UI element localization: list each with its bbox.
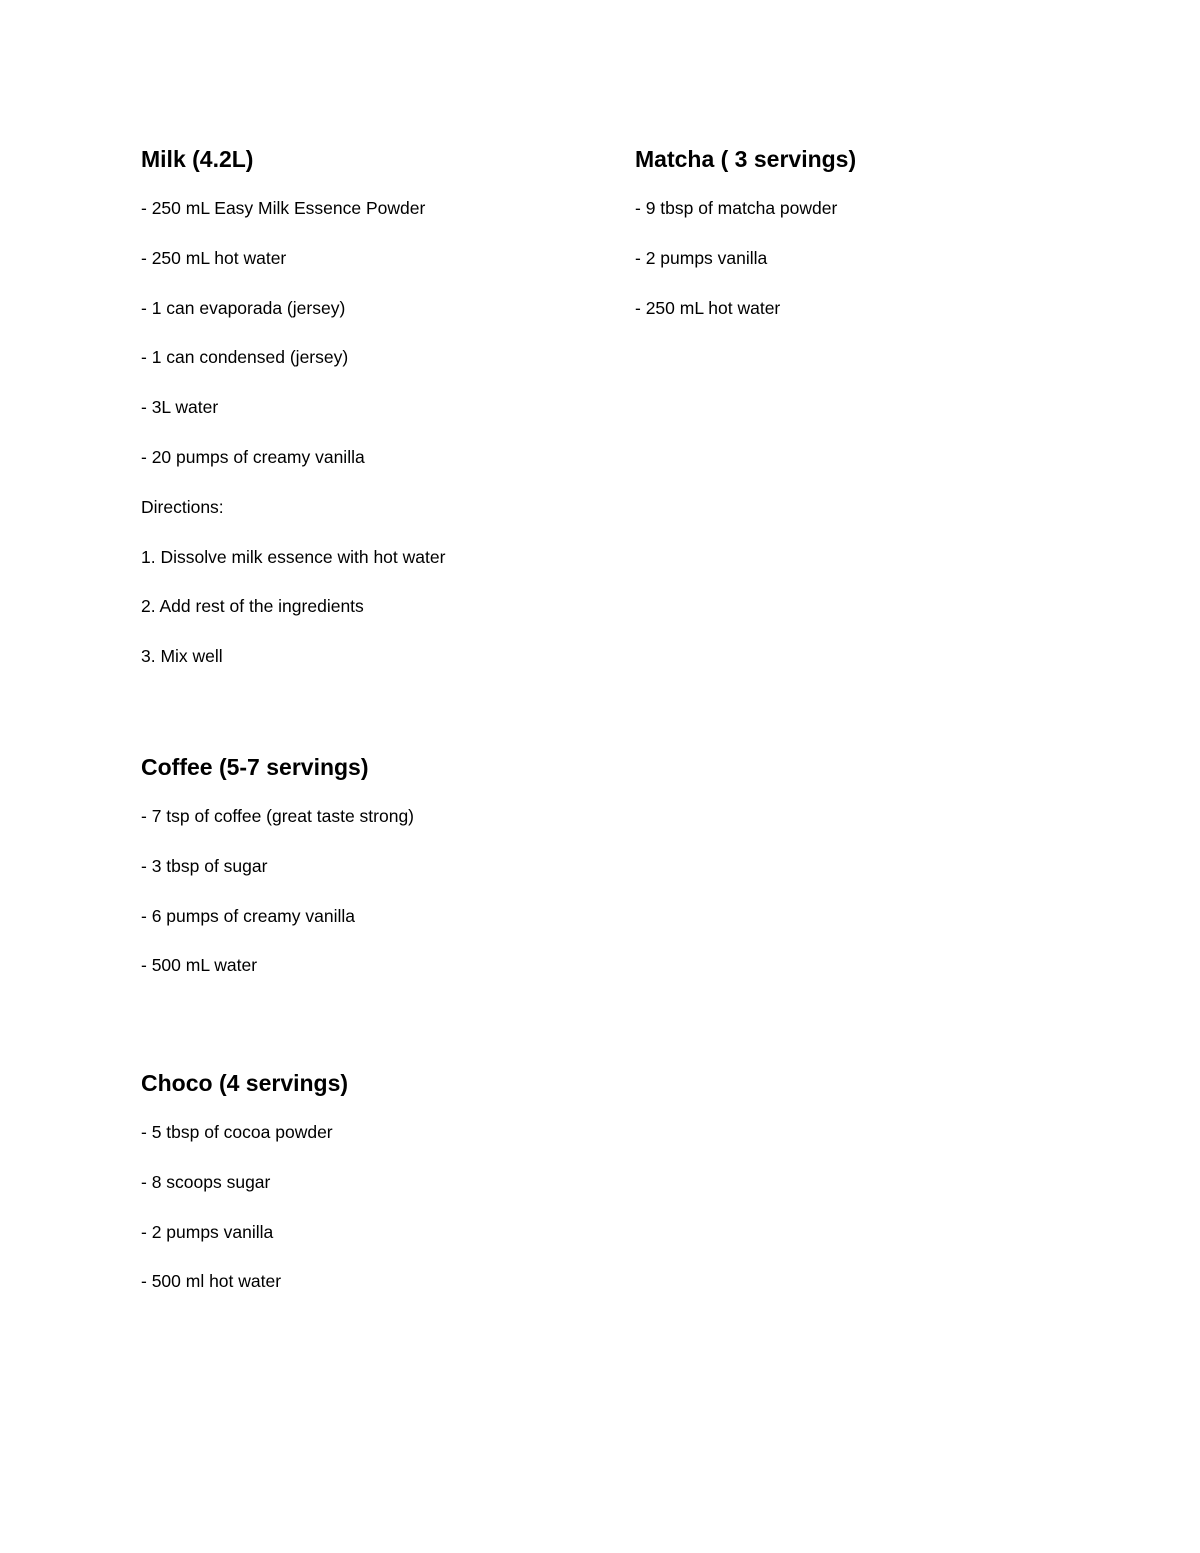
choco-ingredient-item: - 8 scoops sugar [141,1171,271,1192]
coffee-recipe-title: Coffee (5-7 servings) [141,754,369,780]
milk-directions-label: Directions: [141,496,224,517]
matcha-ingredient-item: - 9 tbsp of matcha powder [635,198,838,218]
milk-ingredient-item: - 1 can condensed (jersey) [141,347,349,368]
milk-recipe-section [141,143,601,695]
matcha-ingredient-item: - 2 pumps vanilla [635,247,768,268]
milk-recipe-title: Milk (4.2L) [141,146,254,172]
choco-recipe-section [141,1067,601,1320]
coffee-ingredient-item: - 6 pumps of creamy vanilla [141,905,355,926]
milk-direction-step: 3. Mix well [141,646,223,667]
milk-ingredient-item: - 250 mL Easy Milk Essence Powder [141,198,426,218]
milk-ingredient-item: - 20 pumps of creamy vanilla [141,446,365,467]
matcha-ingredient-item: - 250 mL hot water [635,297,781,318]
matcha-recipe-section [635,143,1095,346]
milk-ingredient-item: - 250 mL hot water [141,247,287,268]
matcha-recipe-title: Matcha ( 3 servings) [635,146,857,172]
milk-direction-step: 2. Add rest of the ingredients [141,596,364,617]
milk-ingredient-item: - 1 can evaporada (jersey) [141,297,346,318]
choco-ingredient-item: - 5 tbsp of cocoa powder [141,1122,333,1142]
coffee-ingredient-item: - 3 tbsp of sugar [141,855,268,876]
choco-ingredient-item: - 500 ml hot water [141,1271,282,1292]
coffee-recipe-section [141,751,601,1004]
choco-ingredient-item: - 2 pumps vanilla [141,1221,274,1242]
milk-direction-step: 1. Dissolve milk essence with hot water [141,546,446,567]
milk-ingredient-item: - 3L water [141,397,219,418]
choco-recipe-title: Choco (4 servings) [141,1070,349,1096]
coffee-ingredient-item: - 7 tsp of coffee (great taste strong) [141,806,415,826]
coffee-ingredient-item: - 500 mL water [141,955,258,976]
